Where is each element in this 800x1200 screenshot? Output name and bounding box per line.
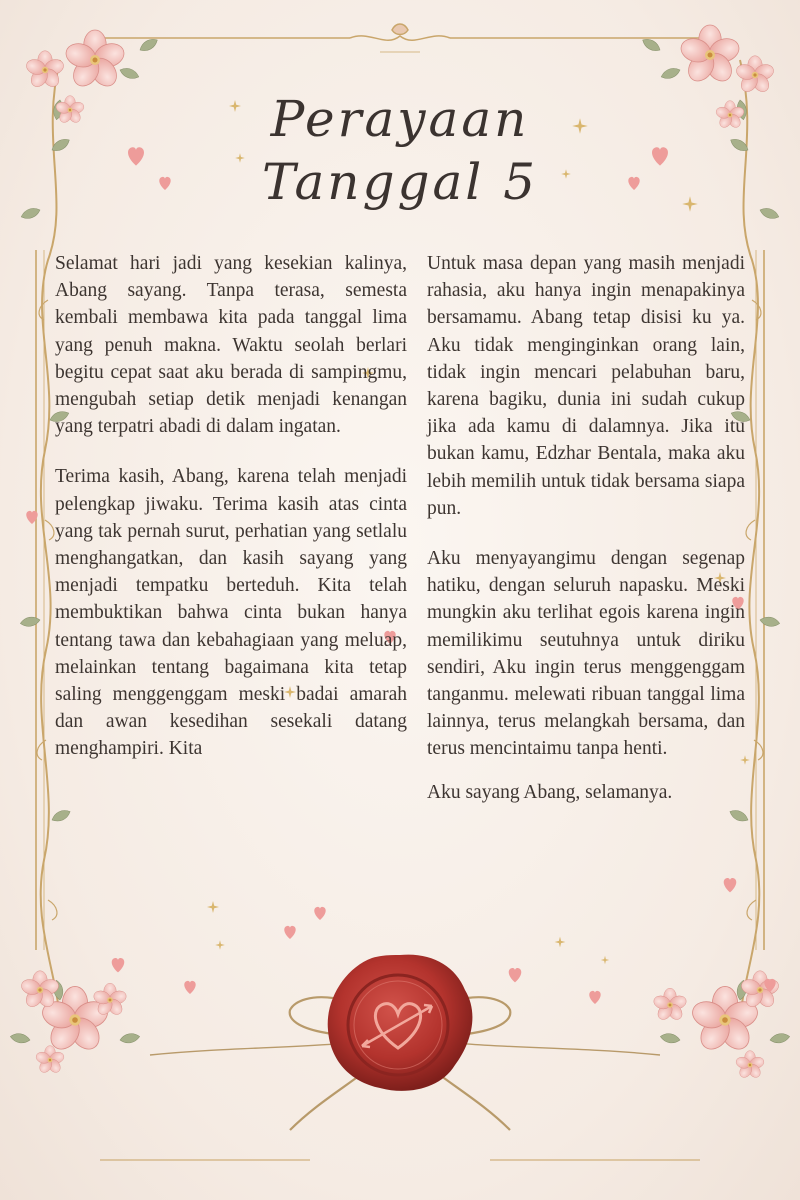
cherry-blossom-icon [10,971,141,1075]
paragraph: Untuk masa depan yang masih menjadi rahasia, aku hanya ingin menapakinya bersamamu. Abang tetap disisi ku ya. Aku tidak menginginkan orang lain, tidak ingin mencari pelabuhan baru, karena bagiku, dunia ini sudah cukup jika ada kamu di dalamnya. Jika itu bukan kamu, Edzhar Bentala, maka aku lebih memilih untuk tidak bersama siapa pun. [427,253,745,519]
title-line-2: Tanggal 5 [262,153,538,211]
letter-right-column [427,250,745,829]
letter-left-column [55,250,407,786]
paragraph: Selamat hari jadi yang kesekian kalinya, Abang sayang. Tanpa terasa, semesta kembali membawa kita pada tanggal lima yang penuh makna. Waktu seolah berlari begitu cepat saat aku berada di sampingmu, mengubah setiap detik menjadi kenangan yang terpatri abadi di dalam ingatan. [55,253,407,438]
paragraph: Aku menyayangimu dengan segenap hatiku, dengan seluruh napasku. Meski mungkin aku terlihat egois karena ingin memilikimu seutuhnya untuk diriku sendiri, Aku ingin terus menggenggam tanganmu. melewati ribuan tanggal lima lainnya, terus melangkah bersama, dan terus mencintaimu tanpa henti. [427,548,745,760]
title-line-1: Perayaan [270,90,530,148]
wax-seal-heart-arrow-icon [328,955,473,1091]
paragraph: Terima kasih, Abang, karena telah menjadi pelengkap jiwaku. Terima kasih atas cinta yang tak pernah surut, perhatian yang setlalu menghangatkan, dan kasih sayang yang menjadi tempatku berteduh. Kita telah membuktikan bahwa cinta bukan hanya tentang tawa dan kebahagiaan yang meluap, melainkan tentang bagaimana kita tetap saling menggenggam meski badai amarah dan awan kesedihan sesekali datang menghampiri. Kita [55,466,407,760]
closing-line: Aku sayang Abang, selamanya. [427,781,673,803]
